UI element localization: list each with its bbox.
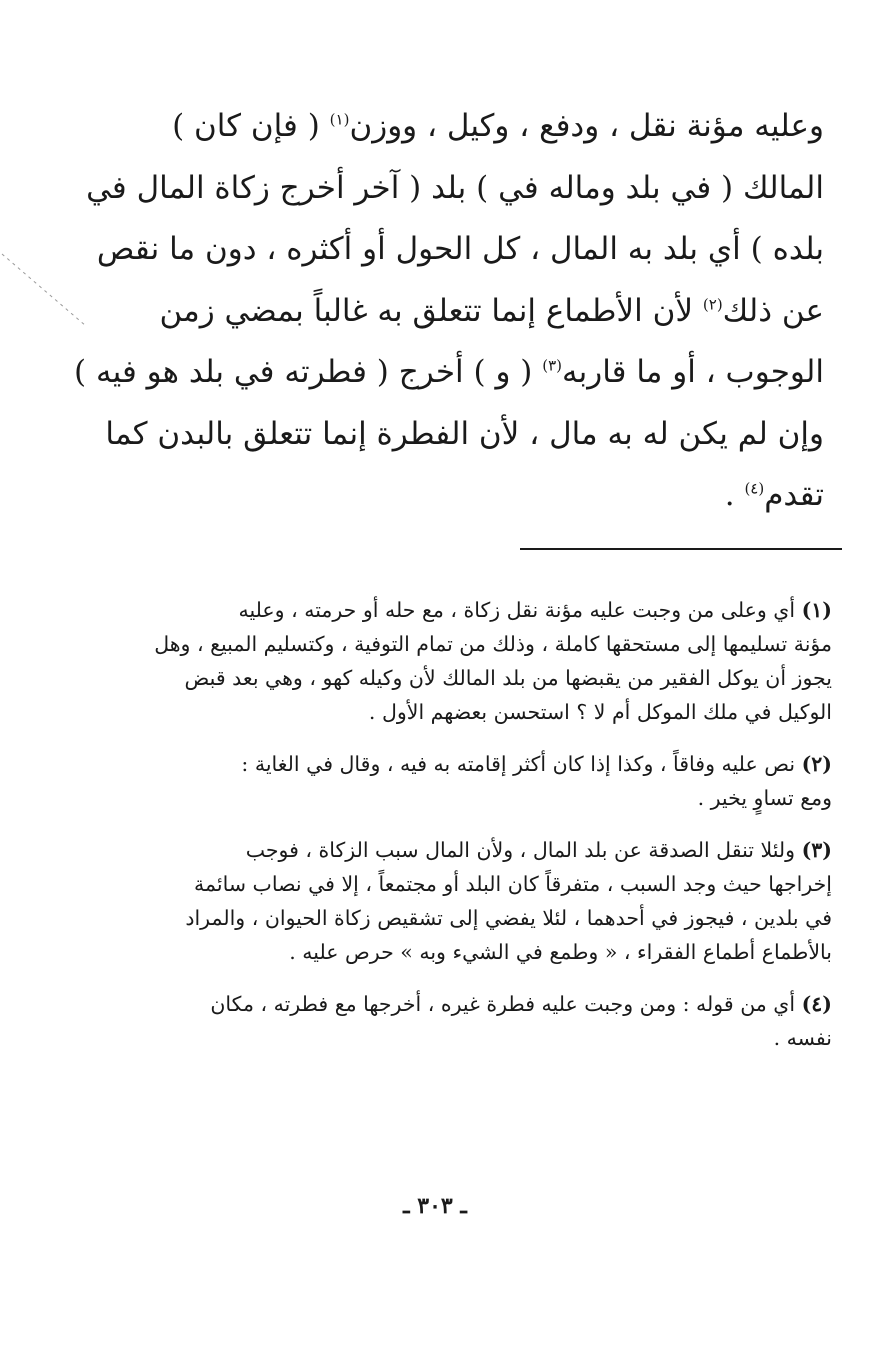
footnote-separator: [520, 548, 842, 550]
main-line-4: عن ذلك$^{(٢)}$ لأن الأطماع إنما تتعلق به غالباً بمضي زمن: [159, 292, 824, 329]
footnote-line: (٤) أي من قوله : ومن وجبت عليه فطرة غيره ، أخرجها مع فطرته ، مكان: [210, 992, 832, 1016]
scan-edge-mark: [0, 250, 90, 330]
main-text: [74, 96, 824, 527]
footnote-line: بالأطماع أطماع الفقراء ، « وطمع في الشيء وبه » حرص عليه .: [289, 940, 832, 964]
footnote-ref-4: (٤): [744, 479, 765, 498]
footnote-ref-3: (٣): [542, 356, 563, 375]
main-line-7: تقدم$^{(٤)}$ .: [724, 477, 824, 513]
footnote-number: (٣): [801, 838, 832, 862]
footnote-1: [106, 593, 832, 729]
footnote-line: ومع تساوٍ يخير .: [697, 786, 832, 810]
footnote-3: [106, 833, 832, 969]
footnote-number: (٤): [801, 992, 832, 1016]
footnote-number: (٢): [801, 752, 832, 776]
main-line-5: الوجوب ، أو ما قاربه$^{(٣)}$ ( و ) أخرج ( فطرته في بلد هو فيه ): [74, 354, 824, 390]
footnote-ref-2: (٢): [702, 295, 723, 314]
footnote-line: الوكيل في ملك الموكل أم لا ؟ استحسن بعضهم الأول .: [368, 700, 832, 724]
footnote-line: نفسه .: [773, 1026, 832, 1050]
footnote-line: مؤنة تسليمها إلى مستحقها كاملة ، وذلك من تمام التوفية ، وكتسليم المبيع ، وهل: [154, 632, 832, 656]
footnote-line: إخراجها حيث وجد السبب ، متفرقاً كان البلد أو مجتمعاً ، إلا في نصاب سائمة: [194, 872, 832, 896]
footnote-line: في بلدين ، فيجوز في أحدهما ، لئلا يفضي إلى تشقيص زكاة الحيوان ، والمراد: [185, 906, 832, 930]
footnote-line: يجوز أن يوكل الفقير من يقبضها من بلد المالك لأن وكيله كهو ، وهي بعد قبض: [184, 666, 832, 690]
main-line-3: بلده ) أي بلد به المال ، كل الحول أو أكثره ، دون ما نقص: [96, 231, 824, 267]
footnote-2: [106, 747, 832, 815]
footnote-line: (١) أي وعلى من وجبت عليه مؤنة نقل زكاة ، مع حله أو حرمته ، وعليه: [238, 598, 832, 622]
main-line-6: وإن لم يكن له به مال ، لأن الفطرة إنما تتعلق بالبدن كما: [105, 415, 824, 452]
footnote-4: [106, 987, 832, 1055]
footnote-line: (٢) نص عليه وفاقاً ، وكذا إذا كان أكثر إقامته به فيه ، وقال في الغاية :: [241, 752, 832, 776]
footnote-number: (١): [801, 598, 832, 622]
page-number: ـ ٣٠٣ ـ: [403, 1193, 467, 1219]
footnote-ref-1: (١): [329, 110, 350, 129]
footnote-line: (٣) ولئلا تنقل الصدقة عن بلد المال ، ولأن المال سبب الزكاة ، فوجب: [245, 838, 832, 862]
main-line-1: وعليه مؤنة نقل ، ودفع ، وكيل ، ووزن$^{(١)}$ ( فإن كان ): [172, 108, 824, 144]
footnotes: [106, 593, 832, 1073]
main-line-2: المالك ( في بلد وماله في ) بلد ( آخر أخرج زكاة المال في: [86, 169, 824, 206]
